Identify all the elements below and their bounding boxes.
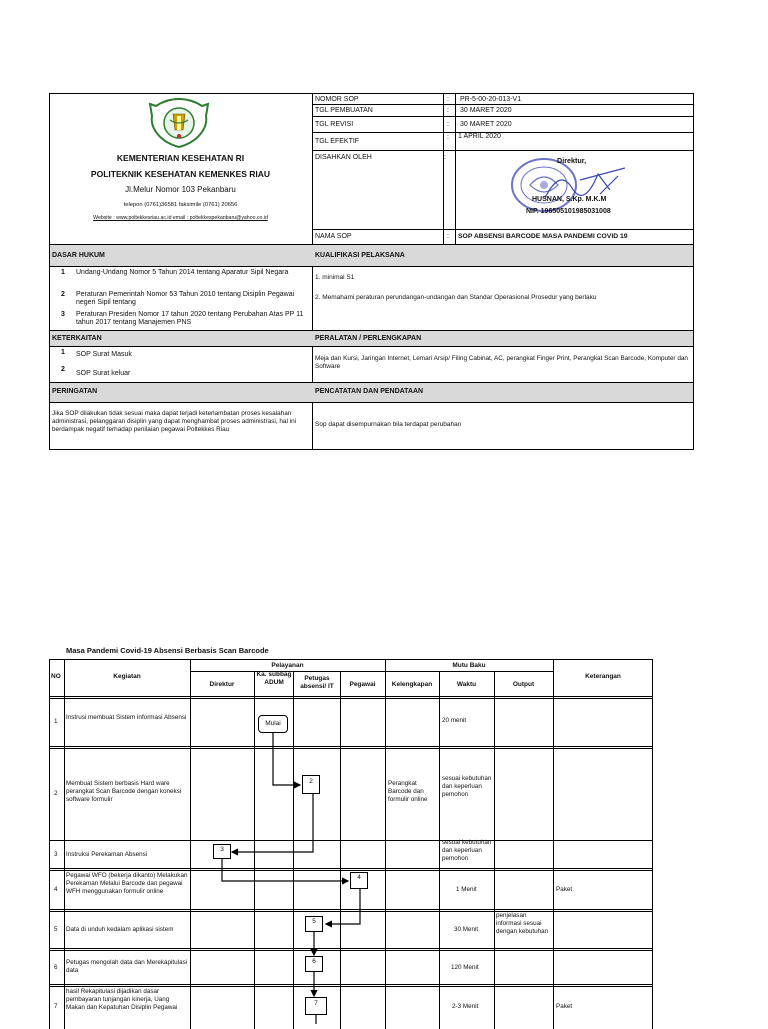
row-waktu: sesuai kebutuhan dan keperluan pemohon [442, 775, 492, 799]
row-number: 2 [54, 790, 58, 797]
col-header-kelengkapan: Kelengkapan [391, 681, 433, 688]
row-number: 5 [54, 926, 58, 933]
tgl-efektif-label: TGL EFEKTIF [315, 138, 360, 145]
row-number: 6 [54, 964, 58, 971]
colon: : [447, 121, 449, 128]
institution-name: POLITEKNIK KESEHATAN KEMENKES RIAU [90, 169, 271, 179]
flow-node: 4 [350, 872, 368, 889]
flow-node: 6 [305, 956, 323, 972]
signer-nip: NIP. 196505101985031008 [526, 208, 611, 215]
row-kegiatan: hasil Rekapitulasi dijadikan dasar pembayaran tunjangan kinerja, Uang Makan dan Kepatuhan Disiplin Pegawai [66, 988, 178, 1012]
row-waktu: 20 menit [442, 717, 467, 724]
row-waktu: sesuai kebutuhan dan keperluan pemohon [442, 839, 492, 863]
institution-address: Jl.Melur Nomor 103 Pekanbaru [125, 185, 236, 194]
colon: : [447, 134, 449, 141]
kualifikasi-item: 2. Memahami peraturan perundangan-undangan dan Standar Operasional Prosedur yang berlaku [315, 294, 597, 301]
nomor-sop-value: PR-5-00-20-013-V1 [460, 96, 522, 103]
row-kegiatan: Petugas mengolah data dan Merekapitulasi data [66, 959, 188, 975]
pencatatan-text: Sop dapat disempurnakan bila terdapat perubahan [315, 421, 462, 428]
flow-node: 7 [305, 997, 327, 1015]
dasar-hukum-item: Undang-Undang Nomor 5 Tahun 2014 tentang Aparatur Sipil Negara [76, 269, 289, 276]
flow-node-start: Mulai [258, 715, 288, 733]
section-kualifikasi: KUALIFIKASI PELAKSANA [315, 252, 405, 259]
list-number: 2 [61, 366, 65, 373]
row-output: penjelasan informasi sesuai dengan kebutuhan [496, 912, 549, 936]
flow-node: 3 [213, 844, 231, 859]
flow-node: 2 [302, 775, 320, 794]
row-number: 1 [54, 718, 58, 725]
row-kelengkapan: Perangkat Barcode dan formulir online [388, 780, 428, 804]
row-kegiatan: Data di unduh kedalam aplikasi sistem [66, 926, 174, 933]
list-number: 1 [61, 269, 65, 276]
list-number: 2 [61, 291, 65, 298]
section-pencatatan: PENCATATAN DAN PENDATAAN [315, 388, 424, 395]
colon: : [447, 233, 449, 240]
nama-sop-label: NAMA SOP [315, 233, 352, 240]
dasar-hukum-item: Peraturan Pemerintah Nomor 53 Tahun 2010 tentang Disiplin Pegawai negeri Sipil tentang [76, 291, 295, 307]
ministry-name: KEMENTERIAN KESEHATAN RI [116, 153, 245, 163]
colon: : [447, 96, 449, 103]
row-waktu: 1 Menit [456, 886, 477, 893]
row-waktu: 120 Menit [451, 964, 479, 971]
flow-title: Masa Pandemi Covid-19 Absensi Berbasis Scan Barcode [66, 646, 269, 655]
row-waktu: 30 Menit [454, 926, 479, 933]
row-kegiatan: Membuat Sistem berbasis Hard ware perangkat Scan Barcode dengan koneksi software formulir [66, 780, 182, 804]
col-header-kasubbag: Ka. subbag ADUM [256, 671, 292, 686]
col-header-keterangan: Keterangan [585, 673, 621, 680]
keterkaitan-item: SOP Surat keluar [76, 370, 131, 377]
tgl-revisi-label: TGL REVISI [315, 121, 354, 128]
row-number: 4 [54, 886, 58, 893]
institution-phone: telepon (0761)36581 faksimile (0761) 20656 [123, 202, 238, 208]
row-kegiatan: Instruksi Perekaman Absensi [66, 851, 148, 858]
row-number: 3 [54, 851, 58, 858]
col-header-pelayanan: Pelayanan [271, 662, 304, 669]
col-header-kegiatan: Kegiatan [113, 673, 141, 680]
col-header-direktur: Direktur [209, 681, 235, 688]
list-number: 3 [61, 311, 65, 318]
col-header-pegawai: Pegawai [349, 681, 376, 688]
section-dasar-hukum: DASAR HUKUM [52, 252, 105, 259]
institution-website[interactable]: Website : www.poltekkesriau.ac.id email : poltekkespekanbaru@yahoo.co.id [93, 215, 268, 221]
section-keterkaitan: KETERKAITAN [52, 335, 102, 342]
row-number: 7 [54, 1003, 58, 1010]
list-number: 1 [61, 349, 65, 356]
tgl-pembuatan-value: 30 MARET 2020 [460, 107, 512, 114]
col-header-petugas: Petugas absensi/ IT [300, 675, 334, 690]
nama-sop-value: SOP ABSENSI BARCODE MASA PANDEMI COVID 19 [458, 233, 628, 240]
signer-name: HUSNAN, S.Kp. M.K.M [532, 196, 607, 203]
peralatan-text: Meja dan Kursi, Jaringan Internet, Lemari Arsip/ Filing Cabinat, AC, perangkat Finger Print, Perangkat Scan Barcode, Komputer dan Software [315, 355, 688, 371]
row-kegiatan: Instrusi membuat Sistem informasi Absensi [66, 714, 187, 721]
section-peringatan: PERINGATAN [52, 388, 98, 395]
row-keterangan: Paket [556, 1003, 573, 1010]
nomor-sop-label: NOMOR SOP [315, 96, 359, 103]
col-header-mutu: Mutu Baku [452, 662, 486, 669]
keterkaitan-item: SOP Surat Masuk [76, 351, 132, 358]
kualifikasi-item: 1. minimal S1 [315, 274, 355, 281]
col-header-waktu: Waktu [456, 681, 477, 688]
dasar-hukum-item: Peraturan Presiden Nomor 17 tahun 2020 tentang Perubahan Atas PP 11 tahun 2017 tentang Manajemen PNS [76, 311, 304, 327]
row-waktu: 2-3 Menit [452, 1003, 479, 1010]
col-header-output: Output [512, 681, 535, 688]
col-header-no: NO [51, 673, 61, 680]
tgl-revisi-value: 30 MARET 2020 [460, 121, 512, 128]
disahkan-label: DISAHKAN OLEH [315, 154, 372, 161]
tgl-efektif-value: 1 APRIL 2020 [458, 133, 501, 140]
colon: : [447, 107, 449, 114]
row-keterangan: Paket [556, 886, 573, 893]
flow-node: 5 [305, 916, 323, 932]
section-peralatan: PERALATAN / PERLENGKAPAN [315, 335, 422, 342]
peringatan-text: Jika SOP dilakukan tidak sesuai maka dapat terjadi keterlambatan proses kesalahan administrasi, pelanggaran disiplin yang dapat menghambat proses administrasi, hal ini berdampak negatif terhadap penilaian pegawai Poltekkes Riau [52, 410, 297, 434]
tgl-pembuatan-label: TGL PEMBUATAN [315, 107, 373, 114]
direktur-label: Direktur, [557, 156, 587, 165]
row-kegiatan: Pegawai WFO (bekerja dikanto) Melakukan Perekaman Melalui Barcode dan pegawai WFH menggunakan formulir online [66, 872, 188, 896]
colon: : [444, 154, 446, 161]
